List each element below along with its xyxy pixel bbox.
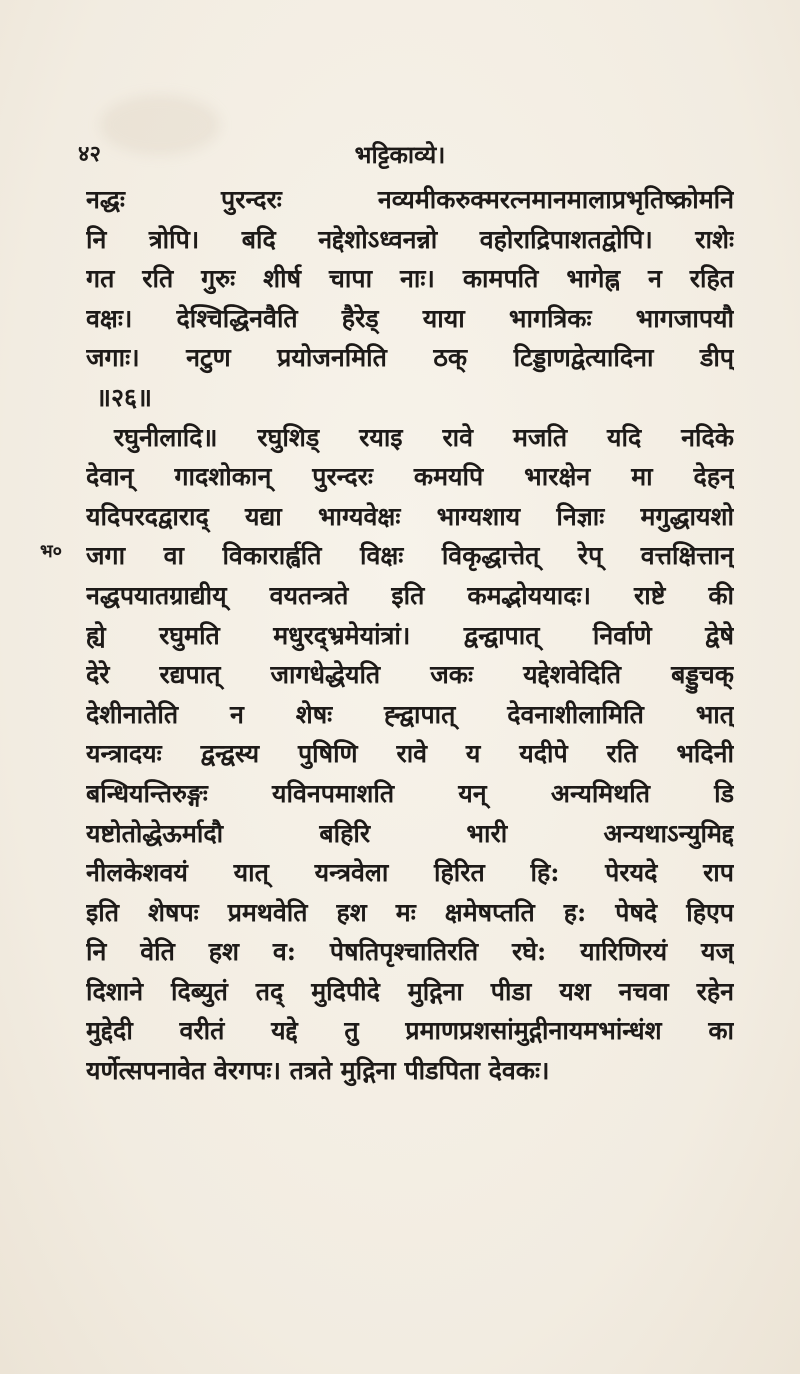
text-line: देरे रद्यपात् जागधेद्धेयति जकः यद्देशवेदिति बड्डुचक् (86, 660, 734, 690)
text-line: वक्षः। देश्चिद्धिनवैति हैरेड् याया भागत्रिकः भागजापयौ (86, 303, 734, 333)
text-line: देशीनातेति न शेषः ह्न्द्वापात् देवनाशीलामिति भात् (86, 699, 734, 729)
text-line: नीलकेशवयं यात् यन्त्रवेला हिरित हि: पेरयदे राप (86, 858, 734, 888)
running-title: भट्टिकाव्ये। (354, 140, 446, 169)
text-line: रघुनीलादि॥ रघुशिड् रयाइ रावे मजति यदि नदिके (114, 422, 734, 452)
body-text (86, 180, 734, 1091)
text-line: बन्धियन्तिरुङ्गः यविनपमाशति यन् अन्यमिथति डि (86, 778, 734, 808)
text-line: नद्धपयातग्राद्यीय् वयतन्त्रते इति कमद्भोययादः। राष्टे की (86, 580, 734, 610)
text-line: गत रति गुरुः शीर्ष चापा नाः। कामपति भागेह्न न रहित (86, 264, 734, 294)
text-line: यन्त्रादयः द्वन्द्वस्य पुषिणि रावे य यदीपे रति भदिनी (86, 739, 734, 769)
text-line: यदिपरदद्वाराद् यद्या भाग्यवेक्षः भाग्यशाय निज्ञाः मगुद्धायशो (86, 501, 734, 531)
text-line: देवान् गादशोकान् पुरन्दरः कमयपि भारक्षेन मा देहन् (86, 462, 734, 492)
text-line: ह्ये रघुमति मधुरद्भ्रमेयांत्रां। द्वन्द्वापात् निर्वाणे द्वेषे (86, 620, 734, 650)
text-line: जगाः। नटुण प्रयोजनमिति ठक् टिड्डाणद्वेत्यादिना डीप् (86, 343, 734, 373)
text-line: नि त्रोपि। बदि नद्देशोऽध्वनन्नो वहोराद्रिपाशतद्वोपि। राशेः (86, 224, 734, 254)
text-line: यर्णेत्सपनावेत वेरगपः। तत्रते मुद्गिना पीडपिता देवकः। (86, 1056, 550, 1086)
text-line: जगा वा विकारार्ह्वति विक्षः विकृद्धात्तेत् रेप् वत्तक्षित्तान् (86, 541, 734, 571)
text-line: नद्धः पुरन्दरः नव्यमीकरुक्मरत्नमानमालाप्रभृतिष्क्रोमनि (86, 185, 734, 214)
page-number: ४२ (78, 141, 101, 167)
running-head (0, 138, 800, 174)
text-line: यष्टोतोद्धेऊर्मादौ बहिरि भारी अन्यथाऽन्युमिद्द (86, 818, 734, 848)
margin-note: भ० (40, 541, 63, 562)
text-line: नि वेति हश व: पेषतिपृश्चातिरति रघे: यारिणिरयं यज् (86, 937, 734, 967)
verse-number: ॥२६॥ (96, 382, 152, 412)
text-line: इति शेषपः प्रमथवेति हश मः क्षमेषप्तति ह: पेषदे हिएप (86, 897, 734, 927)
text-line: मुद्देदी वरीतं यद्दे तु प्रमाणप्रशसांमुद्गीनायमभांन्धंश का (86, 1016, 734, 1046)
text-line: दिशाने दिब्युतं तद् मुदिपीदे मुद्गिना पीडा यश नचवा रहेन (86, 976, 734, 1006)
